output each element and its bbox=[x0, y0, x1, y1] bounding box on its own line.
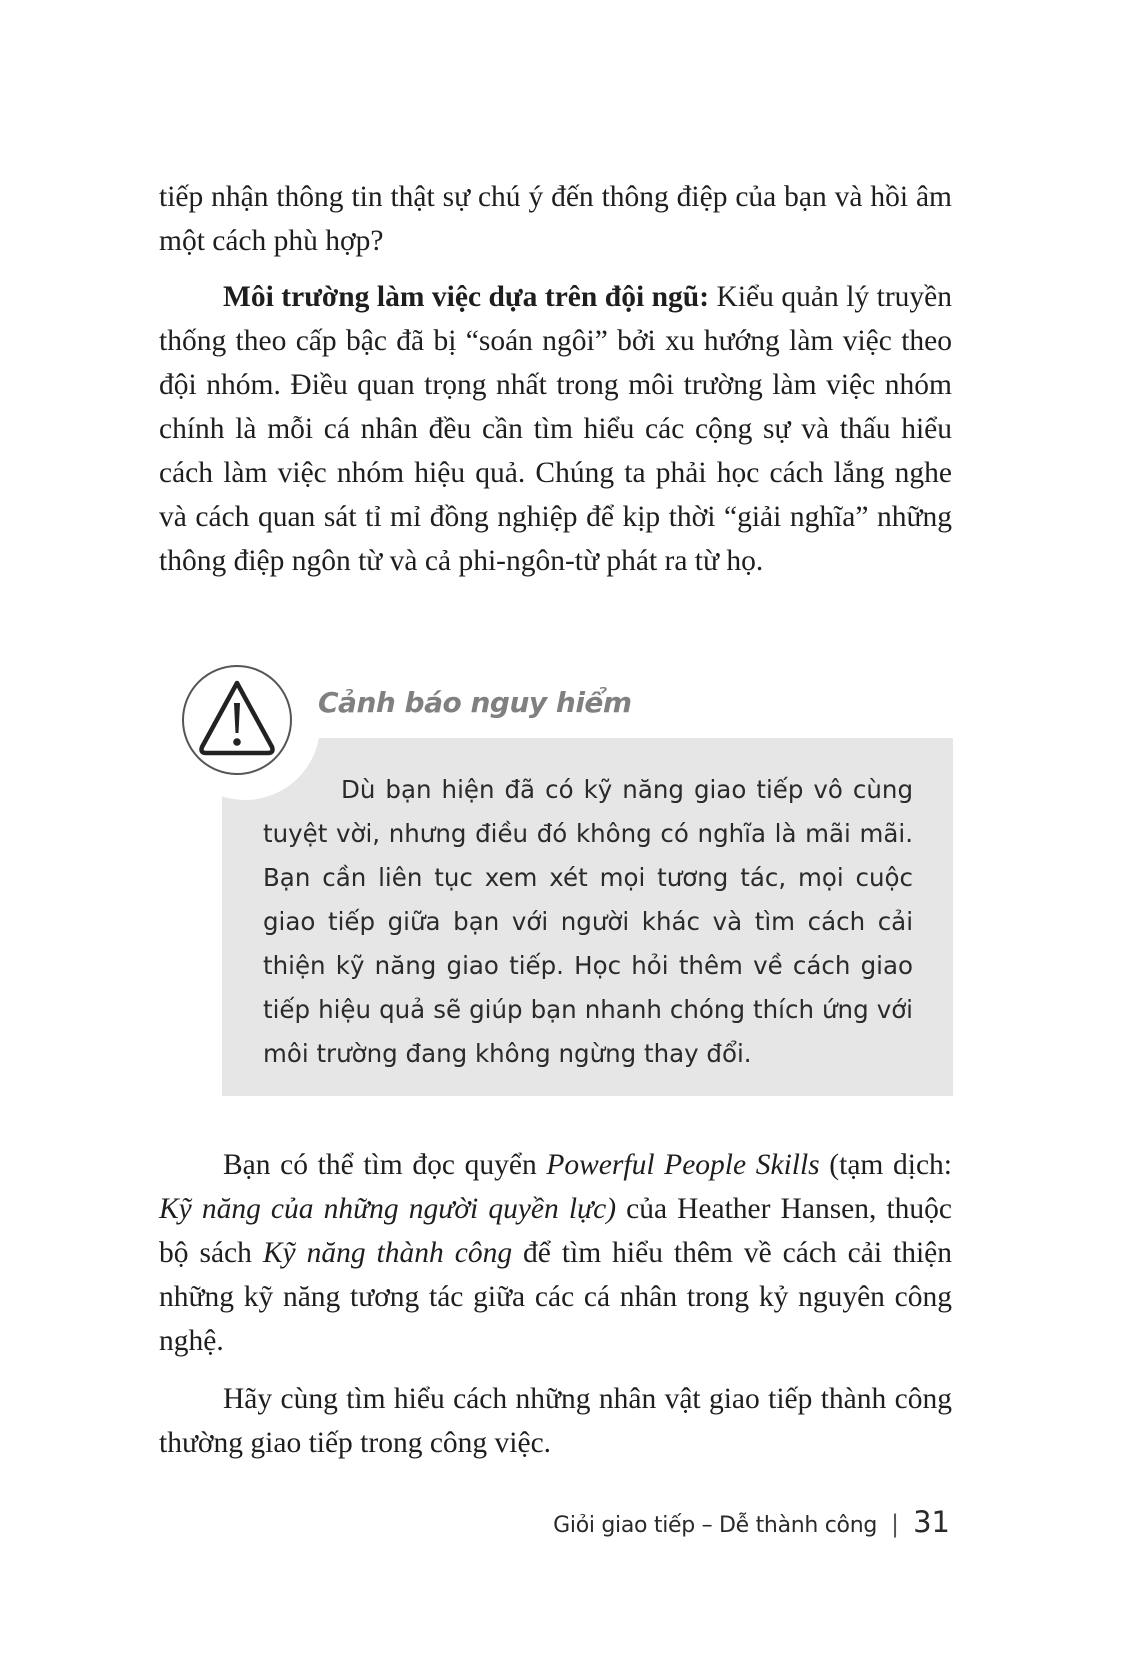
text-segment: Bạn có thể tìm đọc quyển bbox=[223, 1149, 547, 1181]
paragraph-text: Hãy cùng tìm hiểu cách những nhân vật giao tiếp thành công thường giao tiếp trong công việc. bbox=[159, 1383, 952, 1459]
text-segment: của Heather Hansen, thuộc bộ sách bbox=[159, 1193, 952, 1269]
paragraph-bold-lead: Môi trường làm việc dựa trên đội ngũ: bbox=[223, 281, 710, 313]
paragraph-book-recommendation bbox=[159, 1143, 952, 1363]
warning-icon bbox=[182, 665, 292, 775]
callout-title: Cảnh báo nguy hiểm bbox=[318, 686, 632, 719]
text-segment: (tạm dịch: bbox=[819, 1149, 953, 1181]
paragraph-closing bbox=[159, 1377, 952, 1465]
paragraph-team-environment bbox=[159, 275, 952, 583]
book-translation-italic: Kỹ năng của những người quyền lực) bbox=[159, 1193, 617, 1225]
running-title: Giỏi giao tiếp – Dễ thành công bbox=[553, 1513, 877, 1538]
callout-text: Dù bạn hiện đã có kỹ năng giao tiếp vô cùng tuyệt vời, nhưng điều đó không có nghĩa là mãi mãi. Bạn cần liên tục xem xét mọi tương tác, mọi cuộc giao tiếp giữa bạn với người khác và tìm cách cải thiện kỹ năng giao tiếp. Học hỏi thêm về cách giao tiếp hiệu quả sẽ giúp bạn nhanh chóng thích ứng với môi trường đang không ngừng thay đổi. bbox=[263, 775, 913, 1068]
series-title-italic: Kỹ năng thành công bbox=[262, 1237, 513, 1269]
book-title-italic: Powerful People Skills bbox=[546, 1149, 820, 1181]
footer-separator: | bbox=[891, 1510, 900, 1538]
paragraph-text: Kiểu quản lý truyền thống theo cấp bậc đã bị “soán ngôi” bởi xu hướng làm việc theo đội nhóm. Điều quan trọng nhất trong môi trường làm việc nhóm chính là mỗi cá nhân đều cần tìm hiểu các cộng sự và thấu hiểu cách làm việc nhóm hiệu quả. Chúng ta phải học cách lắng nghe và cách quan sát tỉ mỉ đồng nghiệp để kịp thời “giải nghĩa” những thông điệp ngôn từ và cả phi-ngôn-từ phát ra từ họ. bbox=[159, 281, 952, 577]
text-segment: để tìm hiểu thêm về cách cải thiện những kỹ năng tương tác giữa các cá nhân trong kỷ nguyên công nghệ. bbox=[159, 1237, 953, 1357]
warning-triangle-icon bbox=[184, 667, 290, 773]
paragraph-continuation bbox=[159, 175, 952, 263]
page-footer bbox=[553, 1505, 950, 1539]
paragraph-text: tiếp nhận thông tin thật sự chú ý đến thông điệp của bạn và hồi âm một cách phù hợp? bbox=[159, 181, 952, 257]
page-number: 31 bbox=[913, 1505, 950, 1539]
